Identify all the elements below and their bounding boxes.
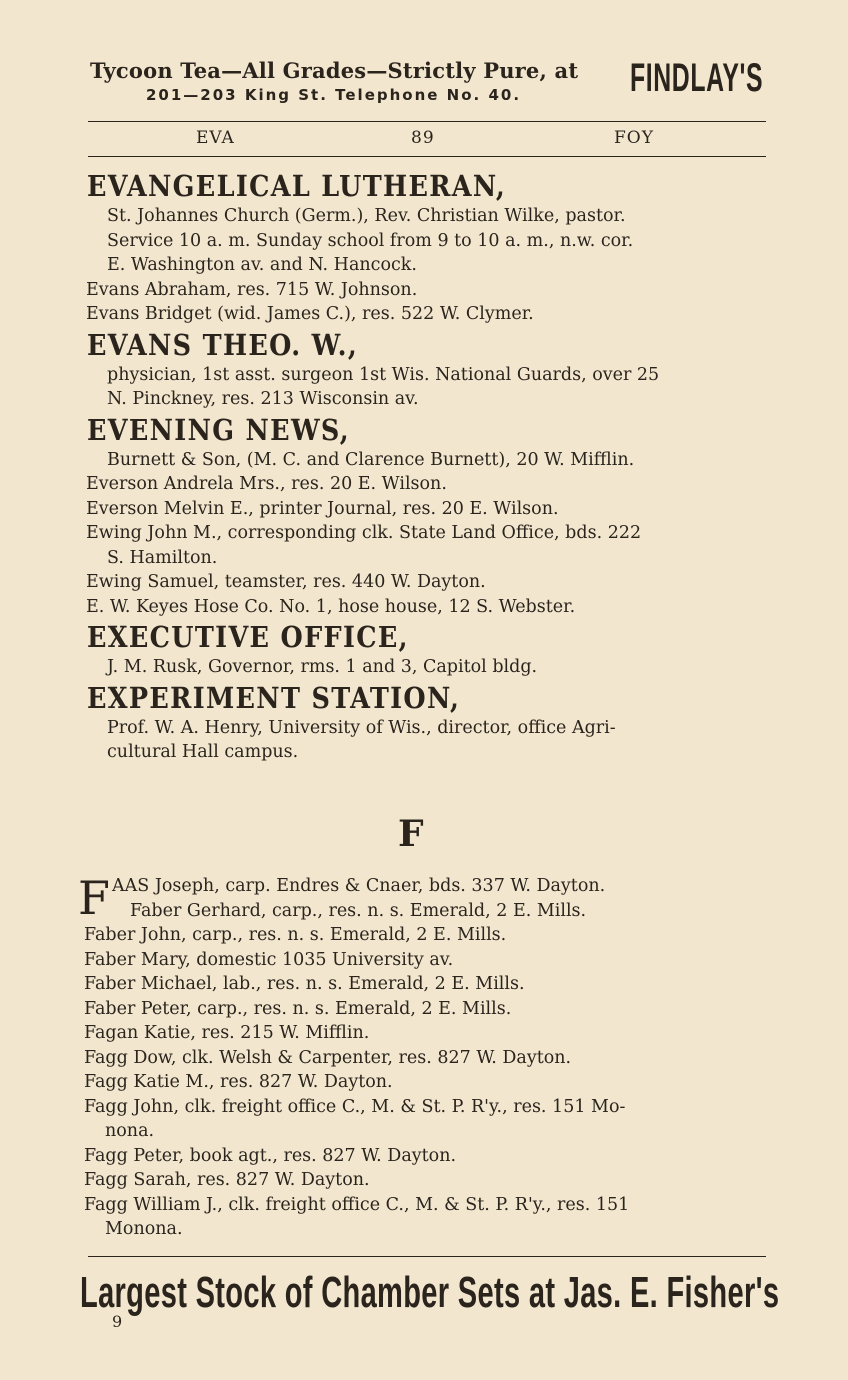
running-head-left: EVA bbox=[196, 128, 235, 148]
section-letter-heading: F bbox=[398, 813, 424, 855]
entry-continuation: J. M. Rusk, Governor, rms. 1 and 3, Capitol bldg. bbox=[107, 657, 538, 677]
entries-e-section bbox=[80, 168, 770, 765]
header-rule-bottom bbox=[88, 156, 766, 157]
entry-heading: EVENING NEWS, bbox=[87, 412, 350, 447]
directory-entry: Faber John, carp., res. n. s. Emerald, 2 E. Mills. bbox=[84, 925, 507, 945]
directory-entry: Ewing John M., corresponding clk. State Land Office, bds. 222 bbox=[86, 523, 642, 543]
header-advertisement bbox=[90, 58, 770, 108]
drop-cap: F bbox=[78, 871, 110, 925]
entry-continuation: Prof. W. A. Henry, University of Wis., director, office Agri- bbox=[107, 717, 616, 738]
entry-continuation: cultural Hall campus. bbox=[107, 742, 299, 762]
footer-advertisement: Largest Stock of Chamber Sets at Jas. E. Fisher's bbox=[80, 1268, 780, 1317]
directory-entry: Fagg John, clk. freight office C., M. & St. P. R'y., res. 151 Mo- bbox=[84, 1096, 626, 1117]
entry-continuation: Burnett & Son, (M. C. and Clarence Burnett), 20 W. Mifflin. bbox=[107, 449, 635, 470]
directory-entry: Fagg Peter, book agt., res. 827 W. Dayton. bbox=[84, 1145, 457, 1166]
entry-continuation: nona. bbox=[105, 1121, 155, 1141]
directory-entry: E. W. Keyes Hose Co. No. 1, hose house, 12 S. Webster. bbox=[86, 596, 576, 617]
entry-heading: EXECUTIVE OFFICE, bbox=[87, 620, 409, 654]
entry-continuation: Service 10 a. m. Sunday school from 9 to 10 a. m., n.w. cor. bbox=[107, 230, 634, 251]
directory-entry: Faber Mary, domestic 1035 University av. bbox=[84, 949, 454, 970]
directory-entry: Everson Melvin E., printer Journal, res. 20 E. Wilson. bbox=[86, 498, 559, 519]
directory-entry: Evans Bridget (wid. James C.), res. 522 W. Clymer. bbox=[86, 304, 534, 324]
signature-number: 9 bbox=[112, 1312, 123, 1331]
entry-continuation: N. Pinckney, res. 213 Wisconsin av. bbox=[107, 389, 419, 409]
ad-address: 201—203 King St. Telephone No. 40. bbox=[146, 86, 522, 104]
entry-continuation: S. Hamilton. bbox=[107, 547, 218, 568]
directory-entry: Everson Andrela Mrs., res. 20 E. Wilson. bbox=[86, 474, 447, 494]
entry-heading: EXPERIMENT STATION, bbox=[87, 680, 461, 715]
running-head-right: FOY bbox=[614, 128, 654, 148]
directory-entry: Evans Abraham, res. 715 W. Johnson. bbox=[86, 279, 418, 300]
directory-entry: Fagg Dow, clk. Welsh & Carpenter, res. 827 W. Dayton. bbox=[84, 1047, 572, 1068]
header-rule-top bbox=[88, 121, 766, 122]
directory-entry: Fagg Sarah, res. 827 W. Dayton. bbox=[84, 1170, 370, 1190]
entries-f-section bbox=[78, 871, 778, 1242]
page-number: 89 bbox=[411, 128, 435, 148]
entry-continuation: physician, 1st asst. surgeon 1st Wis. National Guards, over 25 bbox=[107, 364, 660, 385]
directory-entry: Faber Gerhard, carp., res. n. s. Emerald, 2 E. Mills. bbox=[130, 900, 587, 921]
entry-continuation: E. Washington av. and N. Hancock. bbox=[107, 255, 417, 275]
ad-tagline: Tycoon Tea—All Grades—Strictly Pure, at bbox=[90, 58, 579, 83]
directory-entry: Fagg William J., clk. freight office C., M. & St. P. R'y., res. 151 bbox=[84, 1194, 630, 1215]
entry-heading: EVANS THEO. W., bbox=[87, 327, 359, 362]
entry-continuation: St. Johannes Church (Germ.), Rev. Christian Wilke, pastor. bbox=[107, 206, 626, 226]
directory-entry: Fagg Katie M., res. 827 W. Dayton. bbox=[84, 1072, 393, 1092]
ad-brand-name: FINDLAY'S bbox=[630, 56, 764, 100]
footer-rule bbox=[88, 1256, 766, 1257]
directory-entry: Ewing Samuel, teamster, res. 440 W. Dayton. bbox=[86, 572, 486, 592]
directory-entry: Faber Peter, carp., res. n. s. Emerald, 2 E. Mills. bbox=[84, 998, 512, 1019]
directory-entry: AAS Joseph, carp. Endres & Cnaer, bds. 337 W. Dayton. bbox=[112, 876, 606, 896]
directory-entry: Faber Michael, lab., res. n. s. Emerald, 2 E. Mills. bbox=[84, 974, 525, 994]
directory-entry: Fagan Katie, res. 215 W. Mifflin. bbox=[84, 1023, 370, 1043]
entry-continuation: Monona. bbox=[105, 1219, 183, 1239]
entry-heading: EVANGELICAL LUTHERAN, bbox=[87, 169, 507, 203]
